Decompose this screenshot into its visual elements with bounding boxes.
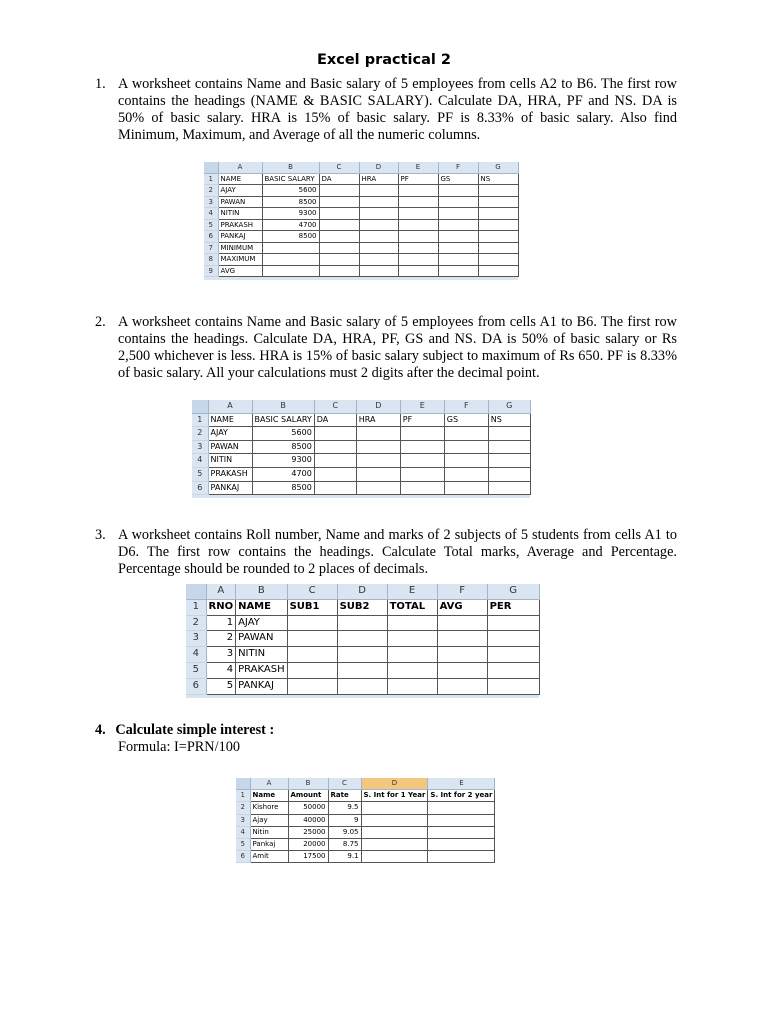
table-cell[interactable]: [428, 802, 495, 814]
table-cell[interactable]: [438, 219, 478, 231]
column-header[interactable]: C: [328, 778, 361, 790]
row-number[interactable]: 6: [192, 481, 208, 495]
table-row: [204, 219, 518, 231]
column-header[interactable]: G: [488, 400, 530, 413]
table-cell[interactable]: [319, 208, 359, 220]
row-number[interactable]: 3: [204, 196, 218, 208]
table-cell[interactable]: DA: [314, 413, 356, 427]
table-cell[interactable]: NAME: [236, 599, 288, 615]
table-cell[interactable]: [437, 678, 487, 694]
column-header-row: [186, 584, 539, 599]
column-header[interactable]: B: [252, 400, 314, 413]
table-cell[interactable]: [398, 231, 438, 243]
table-cell[interactable]: [488, 427, 530, 441]
table-cell[interactable]: [488, 454, 530, 468]
question-text: A worksheet contains Name and Basic salary of 5 employees from cells A1 to B6. The first row contains the headings. Calculate DA, HRA, PF, GS and NS. DA is 50% of basic salary or Rs 2,500 whichever is less. HRA is 15% of basic salary subject to maximum of Rs 650. PF is 8.33% of basic salary. All your calculations must 2 digits after the decimal point.: [118, 314, 677, 381]
table-row: [236, 839, 495, 851]
partial-row: [186, 694, 539, 698]
table-row: [186, 662, 539, 678]
table-cell[interactable]: [444, 454, 488, 468]
table-row: [204, 208, 518, 220]
row-number[interactable]: 1: [186, 599, 206, 615]
table-cell[interactable]: PER: [487, 599, 539, 615]
table-cell[interactable]: [337, 662, 387, 678]
table-cell[interactable]: [356, 427, 400, 441]
table-cell[interactable]: 50000: [288, 802, 328, 814]
table-cell[interactable]: Ajay: [250, 814, 288, 826]
table-cell[interactable]: PRAKASH: [208, 467, 252, 481]
table-cell[interactable]: 8500: [252, 440, 314, 454]
table-cell[interactable]: [359, 254, 398, 266]
table-cell[interactable]: [356, 467, 400, 481]
column-header[interactable]: D: [337, 584, 387, 599]
table-cell[interactable]: AVG: [437, 599, 487, 615]
table-cell[interactable]: AJAY: [236, 615, 288, 631]
column-header[interactable]: C: [287, 584, 337, 599]
row-number[interactable]: 3: [192, 440, 208, 454]
question-3: [95, 527, 677, 578]
table-cell[interactable]: [488, 481, 530, 495]
table-cell[interactable]: [478, 196, 518, 208]
table-row: [192, 467, 530, 481]
table-cell[interactable]: DA: [319, 173, 359, 185]
table-cell[interactable]: [488, 467, 530, 481]
question-number: 2.: [95, 314, 106, 330]
table-cell[interactable]: [444, 440, 488, 454]
table-cell[interactable]: [478, 254, 518, 266]
column-header-row: [192, 400, 530, 413]
table-row: [236, 826, 495, 838]
column-header-row: [204, 162, 518, 173]
table-cell[interactable]: [428, 839, 495, 851]
table-cell[interactable]: [398, 265, 438, 277]
table-row: [192, 481, 530, 495]
table-row: [236, 814, 495, 826]
table-cell[interactable]: [444, 467, 488, 481]
table-cell[interactable]: Rate: [328, 790, 361, 802]
question-4: [95, 722, 274, 756]
table-cell[interactable]: 3: [206, 647, 236, 663]
table-cell[interactable]: [488, 440, 530, 454]
column-header-row: [236, 778, 495, 790]
select-all-corner[interactable]: [204, 162, 218, 173]
spreadsheet-1: [204, 162, 519, 280]
table-row: [186, 647, 539, 663]
table-cell[interactable]: [359, 219, 398, 231]
table-cell[interactable]: HRA: [359, 173, 398, 185]
table-row: [204, 173, 518, 185]
column-header[interactable]: F: [438, 162, 478, 173]
column-header[interactable]: D: [356, 400, 400, 413]
table-cell[interactable]: [437, 662, 487, 678]
column-header[interactable]: E: [428, 778, 495, 790]
table-cell[interactable]: [262, 265, 319, 277]
table-cell[interactable]: [487, 678, 539, 694]
table-row: [236, 802, 495, 814]
table-cell[interactable]: [437, 615, 487, 631]
table-cell[interactable]: [356, 440, 400, 454]
table-row: [192, 454, 530, 468]
table-cell[interactable]: PANKAJ: [236, 678, 288, 694]
table-cell[interactable]: [359, 231, 398, 243]
row-number[interactable]: 2: [186, 615, 206, 631]
formula-text: Formula: I=PRN/100: [118, 739, 241, 755]
table-row: [186, 678, 539, 694]
row-number[interactable]: 3: [186, 631, 206, 647]
table-cell[interactable]: 9.1: [328, 851, 361, 863]
table-cell[interactable]: [437, 647, 487, 663]
row-number[interactable]: 9: [204, 265, 218, 277]
table-cell[interactable]: NAME: [218, 173, 262, 185]
row-number[interactable]: 6: [186, 678, 206, 694]
table-cell[interactable]: [487, 647, 539, 663]
table-cell[interactable]: [478, 231, 518, 243]
table-cell[interactable]: [428, 814, 495, 826]
table-cell[interactable]: [359, 208, 398, 220]
table-cell[interactable]: [319, 185, 359, 197]
table-cell[interactable]: GS: [444, 413, 488, 427]
table-cell[interactable]: [487, 631, 539, 647]
row-number[interactable]: 2: [236, 802, 250, 814]
column-header[interactable]: F: [444, 400, 488, 413]
table-cell[interactable]: NITIN: [208, 454, 252, 468]
row-number[interactable]: 2: [192, 427, 208, 441]
column-header[interactable]: A: [206, 584, 236, 599]
table-cell[interactable]: [356, 481, 400, 495]
row-number[interactable]: 8: [204, 254, 218, 266]
table-cell[interactable]: 5600: [252, 427, 314, 441]
question-1: [95, 76, 677, 144]
table-cell[interactable]: [387, 662, 437, 678]
spreadsheet-2: [192, 400, 531, 498]
row-number[interactable]: 5: [204, 219, 218, 231]
table-cell[interactable]: Pankaj: [250, 839, 288, 851]
table-cell[interactable]: NAME: [208, 413, 252, 427]
table-cell[interactable]: HRA: [356, 413, 400, 427]
table-cell[interactable]: [314, 467, 356, 481]
column-header[interactable]: C: [314, 400, 356, 413]
table-cell[interactable]: [314, 440, 356, 454]
table-cell[interactable]: [287, 615, 337, 631]
table-row: [192, 440, 530, 454]
table-cell[interactable]: [287, 662, 337, 678]
table-cell[interactable]: 8500: [252, 481, 314, 495]
column-header[interactable]: A: [208, 400, 252, 413]
table-cell[interactable]: [314, 454, 356, 468]
table-cell[interactable]: [438, 196, 478, 208]
table-cell[interactable]: S. Int for 1 Year: [361, 790, 428, 802]
row-number[interactable]: 2: [204, 185, 218, 197]
question-text: A worksheet contains Name and Basic salary of 5 employees from cells A2 to B6. The first row contains the headings (NAME & BASIC SALARY). Calculate DA, HRA, PF and NS. DA is 50% of basic salary. HRA is 15% of basic salary. PF is 8.33% of basic salary. Also find Minimum, Maximum, and Average of all the numeric columns.: [118, 76, 677, 143]
table-row: [204, 231, 518, 243]
row-number[interactable]: 1: [204, 173, 218, 185]
table-cell[interactable]: [478, 208, 518, 220]
table-cell[interactable]: [487, 662, 539, 678]
column-header[interactable]: B: [236, 584, 288, 599]
table-cell[interactable]: [438, 242, 478, 254]
table-cell[interactable]: 5: [206, 678, 236, 694]
table-cell[interactable]: [437, 631, 487, 647]
column-header[interactable]: C: [319, 162, 359, 173]
table-cell[interactable]: [337, 678, 387, 694]
table-cell[interactable]: [478, 265, 518, 277]
table-cell[interactable]: [262, 242, 319, 254]
table-cell[interactable]: [361, 839, 428, 851]
table-cell[interactable]: [428, 851, 495, 863]
table-cell[interactable]: SUB2: [337, 599, 387, 615]
partial-row: [204, 277, 518, 281]
table-cell[interactable]: Amit: [250, 851, 288, 863]
table-cell[interactable]: 1: [206, 615, 236, 631]
table-cell[interactable]: PRAKASH: [218, 219, 262, 231]
table-cell[interactable]: 8500: [262, 231, 319, 243]
table-cell[interactable]: [387, 647, 437, 663]
table-cell[interactable]: [387, 615, 437, 631]
question-number: 3.: [95, 527, 106, 543]
row-number[interactable]: 7: [204, 242, 218, 254]
table-cell[interactable]: [398, 242, 438, 254]
table-cell[interactable]: MINIMUM: [218, 242, 262, 254]
table-cell[interactable]: 9: [328, 814, 361, 826]
column-header[interactable]: E: [398, 162, 438, 173]
spreadsheet-4: [236, 778, 495, 863]
table-cell[interactable]: [438, 254, 478, 266]
table-row: [204, 196, 518, 208]
row-number[interactable]: 6: [204, 231, 218, 243]
table-cell[interactable]: 4: [206, 662, 236, 678]
table-cell[interactable]: S. Int for 2 year: [428, 790, 495, 802]
table-cell[interactable]: NITIN: [218, 208, 262, 220]
table-cell[interactable]: [400, 467, 444, 481]
table-cell[interactable]: [361, 814, 428, 826]
table-cell[interactable]: [478, 219, 518, 231]
table-cell[interactable]: [387, 631, 437, 647]
table-cell[interactable]: 20000: [288, 839, 328, 851]
column-header[interactable]: B: [288, 778, 328, 790]
table-cell[interactable]: 25000: [288, 826, 328, 838]
table-cell[interactable]: [287, 631, 337, 647]
column-header[interactable]: A: [218, 162, 262, 173]
table-cell[interactable]: [438, 208, 478, 220]
table-cell[interactable]: 9.05: [328, 826, 361, 838]
table-cell[interactable]: MAXIMUM: [218, 254, 262, 266]
table-cell[interactable]: PAWAN: [218, 196, 262, 208]
table-cell[interactable]: [361, 802, 428, 814]
partial-row: [192, 495, 530, 499]
table-cell[interactable]: [400, 427, 444, 441]
select-all-corner[interactable]: [236, 778, 250, 790]
table-row: [204, 242, 518, 254]
table-cell[interactable]: [359, 265, 398, 277]
table-cell[interactable]: [478, 185, 518, 197]
table-cell[interactable]: BASIC SALARY: [262, 173, 319, 185]
table-cell[interactable]: [319, 196, 359, 208]
table-cell[interactable]: PRAKASH: [236, 662, 288, 678]
table-cell[interactable]: [359, 185, 398, 197]
table-row: [186, 631, 539, 647]
table-cell[interactable]: [262, 254, 319, 266]
table-row: [192, 427, 530, 441]
table-cell[interactable]: [398, 219, 438, 231]
page-title: Excel practical 2: [316, 52, 451, 68]
table-cell[interactable]: [400, 481, 444, 495]
question-heading: Calculate simple interest :: [115, 722, 275, 738]
question-text: A worksheet contains Roll number, Name and marks of 2 subjects of 5 students from cells A1 to D6. The first row contains the headings. Calculate Total marks, Average and Percentage. Percentage should be rounded to 2 places of decimals.: [118, 527, 677, 577]
table-cell[interactable]: [398, 196, 438, 208]
table-cell[interactable]: [359, 242, 398, 254]
table-cell[interactable]: 40000: [288, 814, 328, 826]
table-cell[interactable]: SUB1: [287, 599, 337, 615]
table-cell[interactable]: [400, 440, 444, 454]
table-cell[interactable]: 5600: [262, 185, 319, 197]
column-header-selected[interactable]: D: [361, 778, 428, 790]
row-number[interactable]: 5: [192, 467, 208, 481]
table-cell[interactable]: RNO: [206, 599, 236, 615]
table-cell[interactable]: Name: [250, 790, 288, 802]
question-2: [95, 314, 677, 382]
table-cell[interactable]: 17500: [288, 851, 328, 863]
column-header[interactable]: B: [262, 162, 319, 173]
table-cell[interactable]: Nitin: [250, 826, 288, 838]
table-cell[interactable]: NS: [478, 173, 518, 185]
table-cell[interactable]: Kishore: [250, 802, 288, 814]
column-header[interactable]: G: [487, 584, 539, 599]
table-cell[interactable]: 9300: [262, 208, 319, 220]
table-cell[interactable]: [444, 481, 488, 495]
table-cell[interactable]: PAWAN: [208, 440, 252, 454]
table-cell[interactable]: AVG: [218, 265, 262, 277]
select-all-corner[interactable]: [186, 584, 206, 599]
table-cell[interactable]: [438, 265, 478, 277]
table-cell[interactable]: 9.5: [328, 802, 361, 814]
table-cell[interactable]: [287, 678, 337, 694]
table-cell[interactable]: GS: [438, 173, 478, 185]
table-cell[interactable]: [487, 615, 539, 631]
table-cell[interactable]: 8.75: [328, 839, 361, 851]
table-cell[interactable]: [319, 254, 359, 266]
row-number[interactable]: 4: [192, 454, 208, 468]
column-header[interactable]: F: [437, 584, 487, 599]
table-cell[interactable]: [337, 647, 387, 663]
table-cell[interactable]: TOTAL: [387, 599, 437, 615]
table-cell[interactable]: PF: [400, 413, 444, 427]
table-cell[interactable]: [319, 219, 359, 231]
column-header[interactable]: A: [250, 778, 288, 790]
row-number[interactable]: 4: [236, 826, 250, 838]
table-cell[interactable]: PAWAN: [236, 631, 288, 647]
table-cell[interactable]: [319, 231, 359, 243]
table-cell[interactable]: AJAY: [218, 185, 262, 197]
table-cell[interactable]: [400, 454, 444, 468]
table-cell[interactable]: [398, 185, 438, 197]
table-cell[interactable]: 8500: [262, 196, 319, 208]
table-cell[interactable]: 4700: [262, 219, 319, 231]
table-cell[interactable]: BASIC SALARY: [252, 413, 314, 427]
table-row: [204, 185, 518, 197]
table-cell[interactable]: [428, 826, 495, 838]
spreadsheet-3: [186, 584, 540, 698]
table-cell[interactable]: [359, 196, 398, 208]
column-header[interactable]: E: [387, 584, 437, 599]
table-cell[interactable]: [314, 481, 356, 495]
table-row: [204, 265, 518, 277]
table-cell[interactable]: [361, 826, 428, 838]
row-number[interactable]: 1: [236, 790, 250, 802]
question-number: 1.: [95, 76, 106, 92]
table-cell[interactable]: [319, 242, 359, 254]
table-cell[interactable]: [438, 185, 478, 197]
table-cell[interactable]: [356, 454, 400, 468]
table-cell[interactable]: 9300: [252, 454, 314, 468]
column-header[interactable]: G: [478, 162, 518, 173]
table-cell[interactable]: [387, 678, 437, 694]
table-cell[interactable]: [337, 615, 387, 631]
table-row: [186, 615, 539, 631]
select-all-corner[interactable]: [192, 400, 208, 413]
table-cell[interactable]: PF: [398, 173, 438, 185]
row-number[interactable]: 1: [192, 413, 208, 427]
table-row: [236, 851, 495, 863]
table-cell[interactable]: [444, 427, 488, 441]
table-cell[interactable]: [398, 208, 438, 220]
table-row: [236, 790, 495, 802]
table-cell[interactable]: [337, 631, 387, 647]
table-cell[interactable]: [319, 265, 359, 277]
table-cell[interactable]: [478, 242, 518, 254]
table-row: [186, 599, 539, 615]
table-cell[interactable]: [361, 851, 428, 863]
table-cell[interactable]: 2: [206, 631, 236, 647]
question-number: 4.: [95, 722, 106, 738]
row-number[interactable]: 5: [186, 662, 206, 678]
table-cell[interactable]: [438, 231, 478, 243]
table-cell[interactable]: 4700: [252, 467, 314, 481]
column-header[interactable]: E: [400, 400, 444, 413]
table-cell[interactable]: AJAY: [208, 427, 252, 441]
table-cell[interactable]: PANKAJ: [208, 481, 252, 495]
table-row: [192, 413, 530, 427]
row-number[interactable]: 6: [236, 851, 250, 863]
table-cell[interactable]: Amount: [288, 790, 328, 802]
table-cell[interactable]: NITIN: [236, 647, 288, 663]
column-header[interactable]: D: [359, 162, 398, 173]
table-cell[interactable]: [314, 427, 356, 441]
table-cell[interactable]: PANKAJ: [218, 231, 262, 243]
row-number[interactable]: 4: [186, 647, 206, 663]
row-number[interactable]: 4: [204, 208, 218, 220]
table-cell[interactable]: NS: [488, 413, 530, 427]
table-row: [204, 254, 518, 266]
row-number[interactable]: 5: [236, 839, 250, 851]
row-number[interactable]: 3: [236, 814, 250, 826]
table-cell[interactable]: [287, 647, 337, 663]
table-cell[interactable]: [398, 254, 438, 266]
